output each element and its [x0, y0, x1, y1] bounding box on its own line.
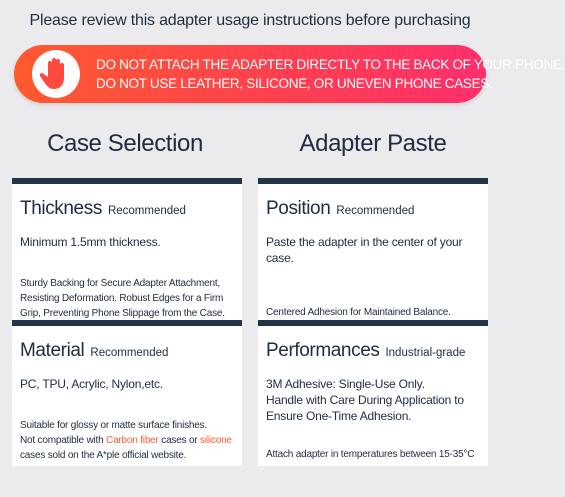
column-title-case-selection: Case Selection: [47, 130, 203, 157]
hand-stop-icon: [32, 50, 80, 98]
card-title: Performances: [266, 340, 380, 361]
page-title: Please review this adapter usage instructions before purchasing: [29, 12, 471, 29]
column-title-adapter-paste: Adapter Paste: [299, 130, 447, 157]
highlight-silicone: silicone: [200, 435, 232, 446]
card-note: Attach adapter in temperatures between 15-35°C: [266, 449, 475, 460]
card-position: [258, 178, 488, 320]
card-tag: Recommended: [90, 347, 169, 359]
note-text: cases or: [158, 435, 201, 446]
card-header: [20, 198, 186, 220]
card-performances: [258, 320, 488, 466]
card-note: Sturdy Backing for Secure Adapter Attachment, Resisting Deformation. Robust Edges for a Firm Grip, Preventing Phone Slippage from the Case.: [20, 278, 225, 319]
card-header: [266, 198, 414, 220]
note-text: cases sold on the A*ple official website.: [20, 450, 187, 461]
warning-line-2: DO NOT USE LEATHER, SILICONE, OR UNEVEN PHONE CASES.: [96, 76, 493, 91]
card-description: Paste the adapter in the center of your case.: [266, 235, 463, 265]
card-title: Position: [266, 198, 331, 219]
card-tag: Recommended: [107, 205, 186, 217]
warning-line-1: DO NOT ATTACH THE ADAPTER DIRECTLY TO THE BACK OF YOUR PHONE.: [96, 57, 565, 72]
note-line: Suitable for glossy or matte surface finishes.: [20, 420, 208, 431]
card-tag: Industrial-grade: [385, 347, 466, 359]
card-header: [20, 340, 168, 362]
card-description: Minimum 1.5mm thickness.: [20, 235, 161, 249]
card-thickness: [12, 178, 242, 320]
card-header: [266, 340, 465, 362]
card-title: Material: [20, 340, 85, 361]
card-tag: Recommended: [336, 205, 415, 217]
note-text: Not compatible with: [20, 435, 107, 446]
highlight-carbon-fiber: Carbon fiber: [106, 435, 159, 446]
note-line: [20, 433, 238, 463]
card-note: [20, 418, 238, 463]
card-description: PC, TPU, Acrylic, Nylon,etc.: [20, 377, 163, 391]
warning-banner: [14, 45, 565, 103]
card-title: Thickness: [20, 198, 102, 219]
card-material: [12, 320, 242, 466]
card-note: Centered Adhesion for Maintained Balance.: [266, 307, 451, 318]
desc-line: 3M Adhesive: Single-Use Only.: [266, 377, 425, 391]
card-description: [266, 376, 482, 424]
desc-line: Handle with Care During Application to Ensure One-Time Adhesion.: [266, 393, 464, 423]
